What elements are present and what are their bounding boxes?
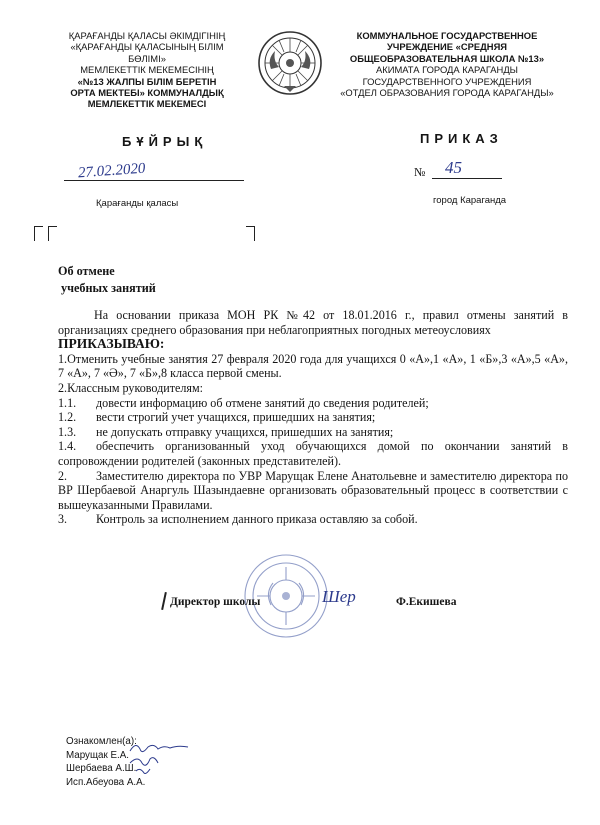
header-right-ru	[322, 30, 572, 98]
sub-item	[58, 396, 568, 411]
title-ru: ПРИКАЗ	[420, 131, 503, 146]
sub-item-number: 1.3.	[58, 424, 77, 439]
item-number: 2.	[58, 468, 68, 483]
sub-item-text: довести информацию об отмене занятий до сведения родителей;	[96, 395, 429, 410]
bracket-left-icon	[48, 226, 57, 241]
header-left-line: БӨЛІМІ»	[128, 52, 166, 64]
header-left-line: МЕМЛЕКЕТТІК МЕКЕМЕСІ	[87, 98, 207, 110]
sub-item-number: 1.4.	[58, 439, 77, 454]
city-kz: Қарағанды қаласы	[96, 198, 179, 209]
item-text: Контроль за исполнением данного приказа оставляю за собой.	[96, 512, 418, 527]
acknowledge-label: Ознакомлен(а):	[66, 736, 137, 747]
header-left-line: МЕМЛЕКЕТТІК МЕКЕМЕСІНІҢ	[80, 64, 214, 76]
number-prefix: №	[414, 165, 426, 179]
subject	[58, 263, 156, 297]
signature-tick-icon	[161, 592, 167, 610]
acknowledge-signatures-icon	[128, 741, 190, 777]
title-kz: БҰЙРЫҚ	[122, 134, 208, 149]
number-line	[432, 178, 502, 179]
city-ru: город Караганда	[433, 195, 507, 206]
signature-scribble: Шер	[322, 587, 356, 606]
item-text: Заместителю директора по УВР Марущак Елене Анатольевне и заместителю директора по ВР Шербаевой Анаргуль Шазындаевне организовать образовательный процесс в соответствии с вышеуказанными Правилами.	[58, 468, 568, 512]
subject-line: Об отмене	[58, 264, 115, 278]
item-number: 3.	[58, 512, 68, 527]
header-right-line: ГОСУДАРСТВЕННОГО УЧРЕЖДЕНИЯ	[362, 75, 532, 87]
acknowledge-name: Марущак Е.А.	[66, 749, 129, 761]
header-left-line: «ҚАРАҒАНДЫ ҚАЛАСЫНЫҢ БІЛІМ	[70, 41, 224, 53]
bracket-right-icon	[246, 226, 255, 241]
header-right-line: КОММУНАЛЬНОЕ ГОСУДАРСТВЕННОЕ	[356, 30, 538, 41]
sub-item-number: 1.1.	[58, 395, 77, 410]
header-right-line: УЧРЕЖДЕНИЕ «СРЕДНЯЯ	[386, 41, 508, 53]
header-right-line: «ОТДЕЛ ОБРАЗОВАНИЯ ГОРОДА КАРАГАНДЫ»	[340, 87, 554, 99]
signature-name: Ф.Екишева	[396, 596, 457, 608]
sub-item-number: 1.2.	[58, 410, 77, 425]
header-left-line: «№13 ЖАЛПЫ БІЛІМ БЕРЕТІН	[77, 75, 217, 87]
header-right-line: АКИМАТА ГОРОДА КАРАГАНДЫ	[376, 64, 518, 76]
sub-item-text: не допускать отправку учащихся, пришедших на занятия;	[96, 424, 394, 439]
sub-item	[58, 410, 568, 425]
header-left-line: ҚАРАҒАНДЫ ҚАЛАСЫ ӘКІМДІГІНІҢ	[68, 30, 226, 41]
date-handwritten: 27.02.2020	[77, 160, 146, 182]
body-item-4	[58, 512, 568, 527]
body-item-1: 1.Отменить учебные занятия 27 февраля 2020 года для учащихся 0 «А»,1 «А», 1 «Б»,3 «А»,5 «А», 7 «А», 7 «Ә», 7 «Б»,8 класса первой смены.	[58, 351, 568, 381]
body-intro: На основании приказа МОН РК №42 от 18.01.2016 г., правил отмены занятий в организациях среднего образования при неблагоприятных погодных метеоусловиях	[58, 308, 568, 337]
sub-item-text: вести строгий учет учащихся, пришедших на занятия;	[96, 410, 376, 425]
state-emblem-icon	[257, 29, 323, 97]
sub-item-text: обеспечить организованный уход обучающихся домой по окончании занятий в сопровождении родителей (законных представителей).	[58, 439, 568, 468]
header-left-line: ОРТА МЕКТЕБІ» КОММУНАЛДЫҚ	[70, 87, 224, 99]
body-item-3	[58, 469, 568, 513]
sub-item	[58, 425, 568, 440]
signature-role: Директор школы	[170, 596, 261, 608]
body-item-2: 2.Классным руководителям:	[58, 380, 204, 395]
header-right-line: ОБЩЕОБРАЗОВАТЕЛЬНАЯ ШКОЛА №13»	[349, 52, 545, 64]
header-left-kz	[38, 30, 256, 110]
acknowledge-name: Шербаева А.Ш.	[66, 763, 137, 775]
number-handwritten: 45	[445, 158, 462, 177]
subject-line: учебных занятий	[61, 281, 156, 295]
order-body	[58, 308, 568, 527]
bracket-left-icon	[34, 226, 43, 241]
order-word: ПРИКАЗЫВАЮ:	[58, 336, 165, 352]
sub-item	[58, 439, 568, 468]
acknowledge-name: Исп.Абеуова А.А.	[66, 776, 146, 788]
